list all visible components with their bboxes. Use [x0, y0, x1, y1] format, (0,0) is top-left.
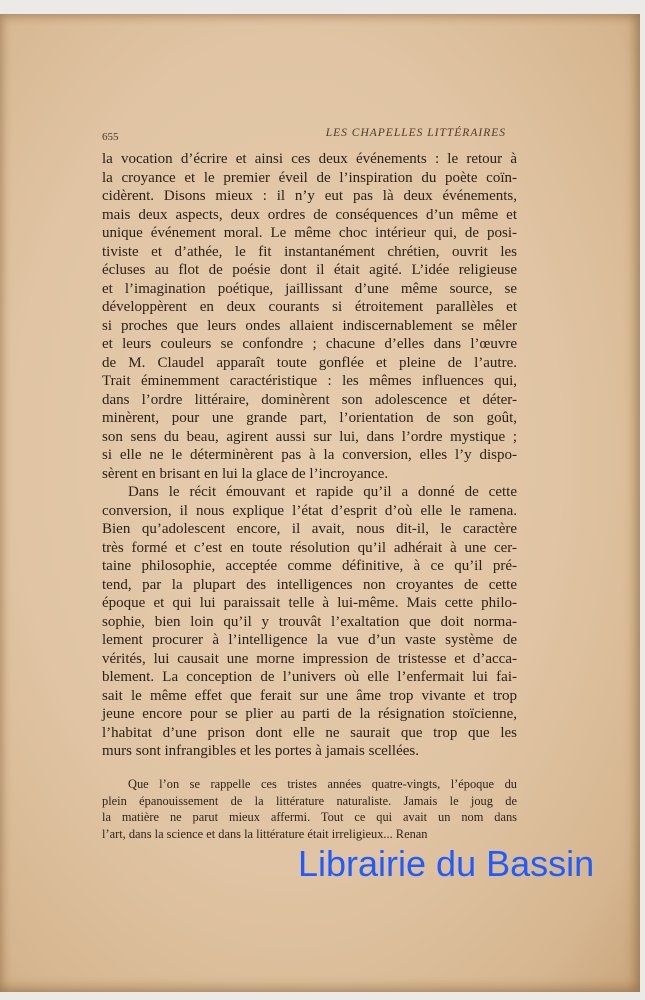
- text-line: murs sont infrangibles et les portes à jamais scellées.: [102, 743, 419, 759]
- running-title: LES CHAPELLES LITTÉRAIRES: [325, 127, 506, 139]
- text-line: minèrent, pour une grande part, l’orientation de son goût,: [102, 410, 517, 426]
- text-line: sophie, bien loin qu’il y trouvât l’exaltation que doit norma-: [102, 613, 517, 630]
- text-line: l’habitat d’une prison dont elle ne saurait que trop que les: [102, 724, 517, 741]
- quote-line: plein épanouissement de la littérature naturaliste. Jamais le joug de: [102, 793, 517, 808]
- text-line: mais deux aspects, deux ordres de conséquences d’un même et: [102, 206, 517, 223]
- text-line: écluses au flot de poésie dont il était agité. L’idée religieuse: [102, 262, 517, 278]
- text-line: développèrent en deux courants si étroitement parallèles et: [102, 299, 517, 315]
- text-line: jeune encore pour se plier au parti de la résignation stoïcienne,: [102, 706, 517, 722]
- text-line: tiviste et d’athée, le fit instantanément chrétien, ouvrit les: [102, 243, 517, 260]
- watermark-logo: Librairie du Bassin: [298, 843, 595, 885]
- text-line: sèrent en brisant en lui la glace de l’incroyance.: [102, 465, 389, 482]
- text-line: vérités, lui causait une morne impression de tristesse et d’acca-: [102, 650, 517, 667]
- text-line: lement procurer à l’intelligence la vue d’un vaste système de: [102, 632, 517, 648]
- text-line: Bien qu’adolescent encore, il avait, nous dit-il, le caractère: [102, 521, 517, 537]
- quote-line: Que l’on se rappelle ces tristes années quatre-vingts, l’époque du: [128, 777, 517, 791]
- quoted-passage: [102, 776, 517, 842]
- text-line: dans l’ordre littéraire, dominèrent son adolescence et déter-: [102, 391, 517, 408]
- text-line: la vocation d’écrire et ainsi ces deux événements : le retour à: [102, 151, 517, 167]
- page-header: [102, 127, 506, 143]
- text-line: blement. La conception de l’univers où elle l’enfermait lui fai-: [102, 669, 517, 685]
- text-line: si elle ne le déterminèrent pas à la conversion, elles l’y dispo-: [102, 447, 517, 463]
- text-line: Trait éminemment caractéristique : les mêmes influences qui,: [102, 373, 517, 389]
- text-line: et leurs couleurs se confondre ; chacune d’elles dans l’œuvre: [102, 336, 517, 352]
- text-line: Dans le récit émouvant et rapide qu’il a donné de cette: [128, 484, 517, 500]
- text-line: et l’imagination poétique, jaillissant d’une même source, se: [102, 280, 517, 297]
- text-line: taine philosophie, acceptée comme définitive, à ce qu’il pré-: [102, 558, 517, 574]
- text-line: très formé et c’est en toute résolution qu’il adhérait à une cer-: [102, 539, 517, 556]
- text-line: la croyance et le premier éveil de l’inspiration du poète coïn-: [102, 169, 517, 186]
- text-line: son sens du beau, agirent aussi sur lui, dans l’ordre mystique ;: [102, 428, 517, 445]
- text-line: cidèrent. Disons mieux : il n’y eut pas là deux événements,: [102, 188, 517, 204]
- text-line: si proches que leurs ondes allaient indiscernablement se mêler: [102, 317, 517, 334]
- body-text: [102, 150, 517, 761]
- quote-line: l’art, dans la science et dans la littérature était irreligieux... Renan: [102, 826, 428, 841]
- text-line: époque et qui lui paraissait telle à lui-même. Mais cette philo-: [102, 595, 517, 611]
- text-line: unique événement moral. Le même choc intérieur qui, de posi-: [102, 225, 517, 241]
- text-line: tend, par la plupart des intelligences non croyantes de cette: [102, 576, 517, 593]
- quote-line: la matière ne parut mieux affermi. Tout ce qui avait un nom dans: [102, 810, 517, 825]
- text-line: de M. Claudel apparaît toute gonflée et pleine de l’autre.: [102, 354, 517, 371]
- text-line: sait le même effet que ferait sur une âme trop vivante et trop: [102, 687, 517, 704]
- page-number: 655: [102, 131, 119, 143]
- text-line: conversion, il nous explique l’état d’esprit d’où elle le ramena.: [102, 502, 517, 519]
